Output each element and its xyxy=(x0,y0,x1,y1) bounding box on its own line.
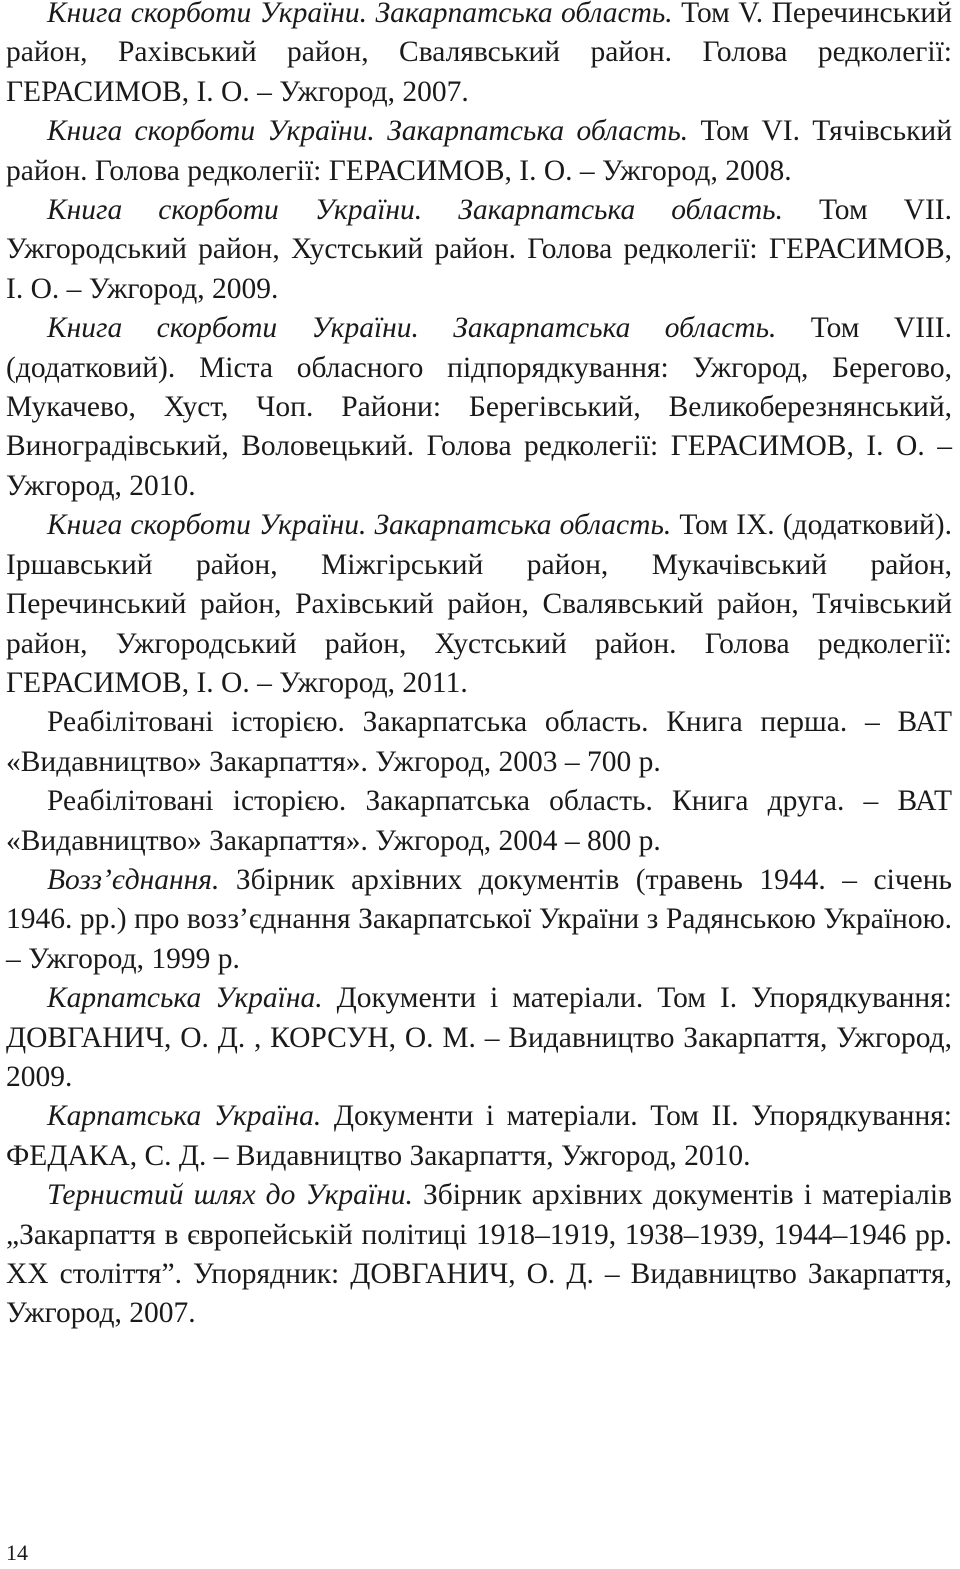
bibliography-entry xyxy=(6,703,952,782)
page-number: 14 xyxy=(6,1540,28,1565)
entry-text: Документи і матеріали. Том І. Упорядкування: ДОВГАНИЧ, О. Д. , КОРСУН, О. М. – Видавництво Закарпаття, Ужгород, 2009. xyxy=(6,982,952,1093)
entry-text: Том VIII. (додатковий). Міста обласного підпорядкування: Ужгород, Берегово, Мукачево, Хуст, Чоп. Райони: Берегівський, Великоберезнянський, Виноградівський, Воловецький. Голова редколегії: ГЕРАСИМОВ, І. О. – Ужгород, 2010. xyxy=(6,312,952,502)
entry-title: Книга скорботи України. Закарпатська область. xyxy=(47,0,673,29)
bibliography-entry xyxy=(6,1176,952,1334)
entry-title: Книга скорботи України. Закарпатська область. xyxy=(47,194,783,227)
bibliography-entry xyxy=(6,112,952,191)
entry-title: Книга скорботи України. Закарпатська область. xyxy=(47,312,777,345)
bibliography-entry xyxy=(6,191,952,309)
bibliography-entry xyxy=(6,979,952,1097)
entry-text: Том IX. (додатковий). Іршавський район, Міжгірський район, Мукачівський район, Перечинський район, Рахівський район, Свалявський район, Тячівський район, Ужгородський район, Хустський район. Голова редколегії: ГЕРАСИМОВ, І. О. – Ужгород, 2011. xyxy=(6,509,952,699)
bibliography-entry xyxy=(6,861,952,979)
entry-title: Книга скорботи України. Закарпатська область. xyxy=(47,509,672,542)
entry-title: Возз’єднання. xyxy=(47,863,220,896)
document-body xyxy=(6,0,952,1334)
entry-title: Книга скорботи України. Закарпатська область. xyxy=(47,115,689,148)
entry-text: Том VII. Ужгородський район, Хустський район. Голова редколегії: ГЕРАСИМОВ, І. О. – Ужгород, 2009. xyxy=(6,194,952,305)
bibliography-entry xyxy=(6,506,952,703)
entry-text: Документи і матеріали. Том ІІ. Упорядкування: ФЕДАКА, С. Д. – Видавництво Закарпаття, Ужгород, 2010. xyxy=(6,1100,952,1172)
entry-text: Том VI. Тячівський район. Голова редколегії: ГЕРАСИМОВ, І. О. – Ужгород, 2008. xyxy=(6,115,952,187)
entry-text: Збірник архівних документів (травень 1944. – січень 1946. рр.) про возз’єднання Закарпатської України з Радянською Україною. – Ужгород, 1999 р. xyxy=(6,863,952,975)
bibliography-entry xyxy=(6,782,952,861)
bibliography-entry xyxy=(6,309,952,506)
bibliography-entry xyxy=(6,0,952,112)
entry-text: Реабілітовані історією. Закарпатська область. Книга перша. – ВАТ «Видавництво» Закарпаття». Ужгород, 2003 – 700 р. xyxy=(6,706,952,778)
bibliography-entry xyxy=(6,1097,952,1176)
entry-text: Збірник архівних документів і матеріалів „Закарпаття в європейській політиці 1918–1919, 1938–1939, 1944–1946 рр. ХХ століття”. Упорядник: ДОВГАНИЧ, О. Д. – Видавництво Закарпаття, Ужгород, 2007. xyxy=(6,1179,952,1330)
entry-text: Реабілітовані історією. Закарпатська область. Книга друга. – ВАТ «Видавництво» Закарпаття». Ужгород, 2004 – 800 р. xyxy=(6,785,952,857)
entry-title: Карпатська Україна. xyxy=(47,1100,322,1133)
entry-text: Том V. Перечинський район, Рахівський район, Свалявський район. Голова редколегії: ГЕРАСИМОВ, І. О. – Ужгород, 2007. xyxy=(6,0,952,108)
entry-title: Карпатська Україна. xyxy=(47,982,323,1015)
entry-title: Тернистий шлях до України. xyxy=(47,1179,413,1212)
